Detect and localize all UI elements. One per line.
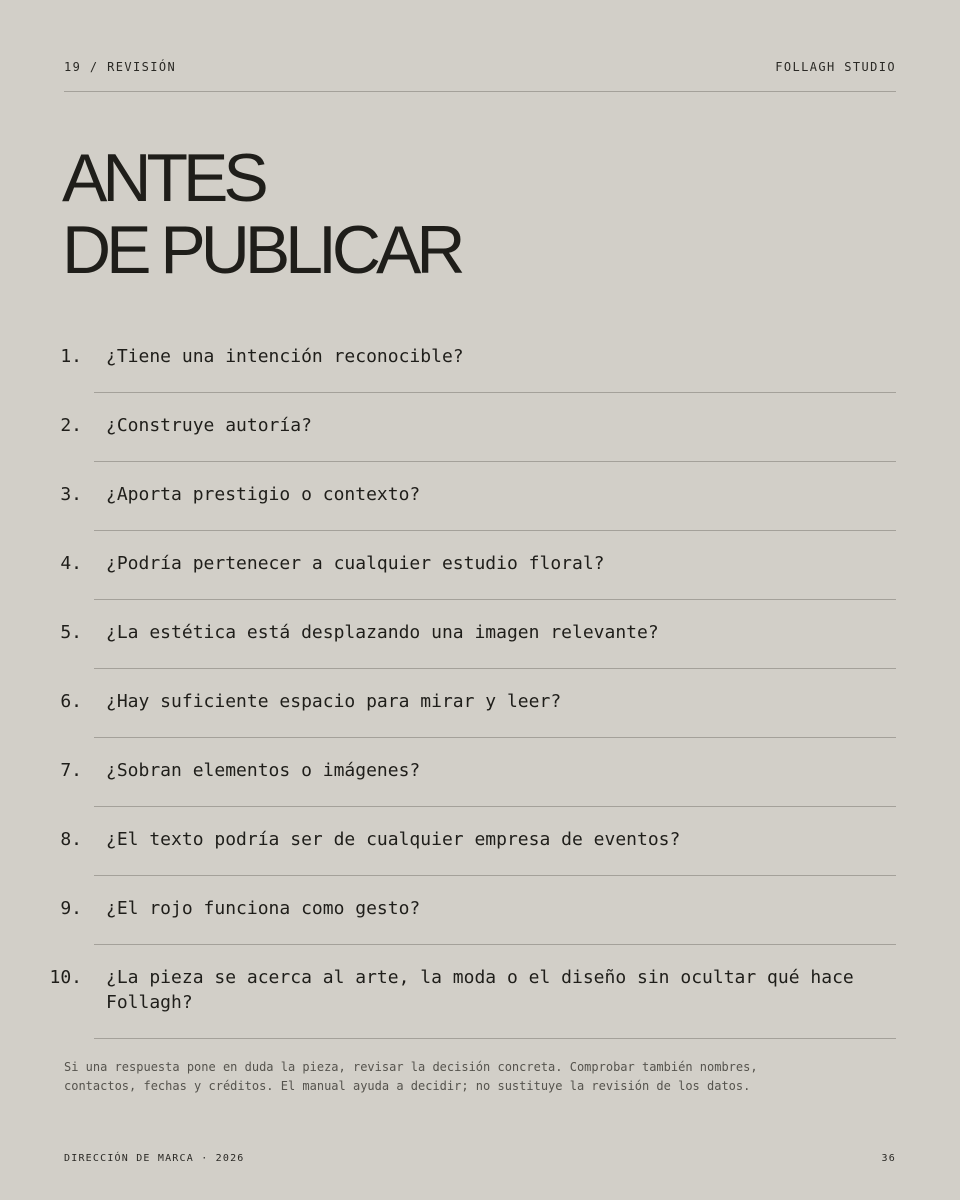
list-item: [0, 462, 960, 531]
review-checklist: [0, 324, 960, 1039]
item-question: ¿La pieza se acerca al arte, la moda o el diseño sin ocultar qué hace Follagh?: [106, 967, 854, 1013]
brand-name: FOLLAGH STUDIO: [775, 60, 896, 74]
item-question: ¿Sobran elementos o imágenes?: [106, 760, 421, 781]
item-question: ¿El texto podría ser de cualquier empresa de eventos?: [106, 829, 681, 850]
item-number: 9.: [60, 898, 82, 919]
item-question: ¿Hay suficiente espacio para mirar y leer?: [106, 691, 562, 712]
item-number: 2.: [60, 415, 82, 436]
page-title: [62, 142, 460, 286]
section-label: 19 / REVISIÓN: [64, 60, 177, 74]
page-header: [64, 60, 896, 92]
item-number: 10.: [49, 967, 82, 988]
list-item: [0, 531, 960, 600]
list-item: [0, 600, 960, 669]
list-item: [0, 876, 960, 945]
item-question: ¿Podría pertenecer a cualquier estudio floral?: [106, 553, 605, 574]
item-number: 6.: [60, 691, 82, 712]
list-item: [0, 945, 960, 1039]
list-item: [0, 738, 960, 807]
title-line-1: ANTES: [62, 140, 264, 216]
item-number: 8.: [60, 829, 82, 850]
page-number: 36: [881, 1153, 896, 1164]
item-number: 5.: [60, 622, 82, 643]
item-question: ¿La estética está desplazando una imagen relevante?: [106, 622, 659, 643]
item-question: ¿Tiene una intención reconocible?: [106, 346, 464, 367]
item-number: 3.: [60, 484, 82, 505]
item-question: ¿Construye autoría?: [106, 415, 312, 436]
review-note: Si una respuesta pone en duda la pieza, revisar la decisión concreta. Comprobar también nombres, contactos, fechas y créditos. El manual ayuda a decidir; no sustituye la revisión de los datos.: [64, 1060, 758, 1093]
item-number: 4.: [60, 553, 82, 574]
item-question: ¿El rojo funciona como gesto?: [106, 898, 421, 919]
footer-label: DIRECCIÓN DE MARCA · 2026: [64, 1153, 245, 1164]
list-item: [0, 669, 960, 738]
item-question: ¿Aporta prestigio o contexto?: [106, 484, 421, 505]
list-item: [0, 393, 960, 462]
list-item: [0, 324, 960, 393]
item-number: 7.: [60, 760, 82, 781]
item-number: 1.: [60, 346, 82, 367]
title-line-2: DE PUBLICAR: [62, 212, 461, 288]
list-item: [0, 807, 960, 876]
